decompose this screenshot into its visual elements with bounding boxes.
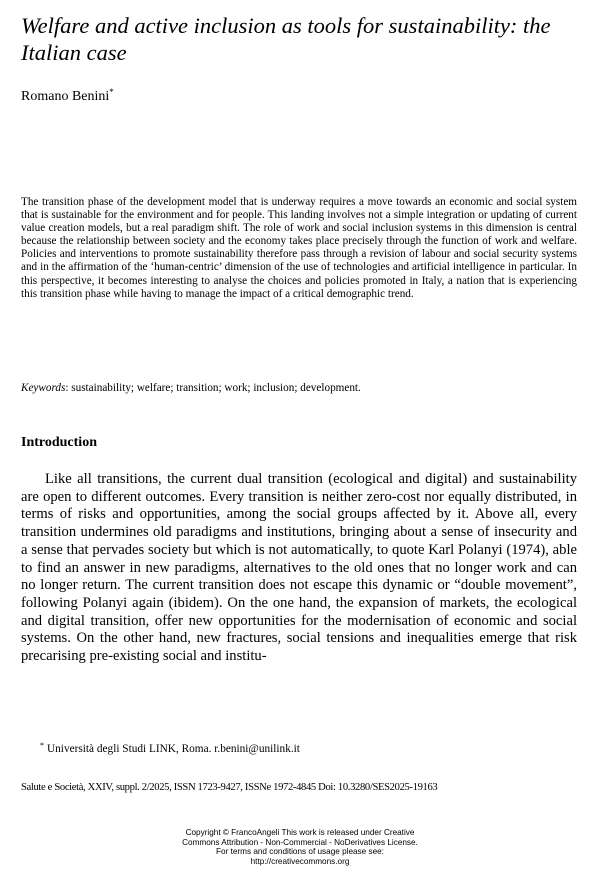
footnote-mark: * xyxy=(40,741,44,750)
keywords-separator: : xyxy=(65,382,72,394)
author-line xyxy=(21,88,114,105)
introduction-paragraph: Like all transitions, the current dual transition (ecological and digital) and sustainability are open to different outcomes. Every transition is neither zero-cost nor equally distributed, in terms of risks and opportunities, among the social groups affected by it. Above all, every transition undermines old paradigms and institutions, bringing about a sense of insecurity and a sense that pervades society but which is not automatically, to quote Karl Polanyi (1974), able to find an answer in new paradigms, alternatives to the old ones that no longer work and can no longer return. The current transition does not escape this dynamic or “double movement”, following Polanyi again (ibidem). On the one hand, the expansion of markets, the ecological and digital transition, offer new opportunities for the modernisation of economic and social systems. On the other hand, new fractures, social tensions and inequalities emerge that risk precarising pre-existing social and institu- xyxy=(21,471,577,665)
author-name: Romano Benini xyxy=(21,89,110,104)
copyright-link[interactable]: http://creativecommons.org xyxy=(250,857,350,867)
copyright-line: For terms and conditions of usage please see: xyxy=(216,847,384,857)
footnote-text: Università degli Studi LINK, Roma. r.benini@unilink.it xyxy=(47,743,300,755)
keywords-label: Keywords xyxy=(21,382,66,394)
copyright-notice xyxy=(100,828,500,867)
copyright-line: Copyright © FrancoAngeli This work is released under Creative xyxy=(185,828,415,837)
copyright-line: Commons Attribution - Non-Commercial - NoDerivatives License. xyxy=(182,837,418,847)
author-footnote-mark[interactable]: * xyxy=(109,87,114,97)
article-title: Welfare and active inclusion as tools for sustainability: the Italian case xyxy=(21,13,551,65)
footnote xyxy=(40,742,580,756)
keywords-text: sustainability; welfare; transition; work; inclusion; development. xyxy=(71,382,361,394)
keywords xyxy=(21,382,577,395)
section-heading-introduction: Introduction xyxy=(21,435,97,450)
journal-citation: Salute e Società, XXIV, suppl. 2/2025, ISSN 1723-9427, ISSNe 1972-4845 Doi: 10.3280/SES2025-19163 xyxy=(21,782,438,793)
abstract: The transition phase of the development model that is underway requires a move towards an economic and social system that is sustainable for the environment and for people. This landing involves not a simple integration or updating of current value creation models, but a real paradigm shift. The role of work and social inclusion systems in this dimension is central because the relationship between society and the economy takes place precisely through the function of work and welfare. Policies and interventions to promote sustainability therefore pass through a revision of labour and social security systems and in the affirmation of the ‘human-centric’ dimension of the use of technologies and artificial intelligence in particular. In this perspective, it becomes interesting to analyse the choices and policies promoted in Italy, a nation that is experiencing this transition phase while having to manage the impact of a critical demographic trend. xyxy=(21,196,577,300)
